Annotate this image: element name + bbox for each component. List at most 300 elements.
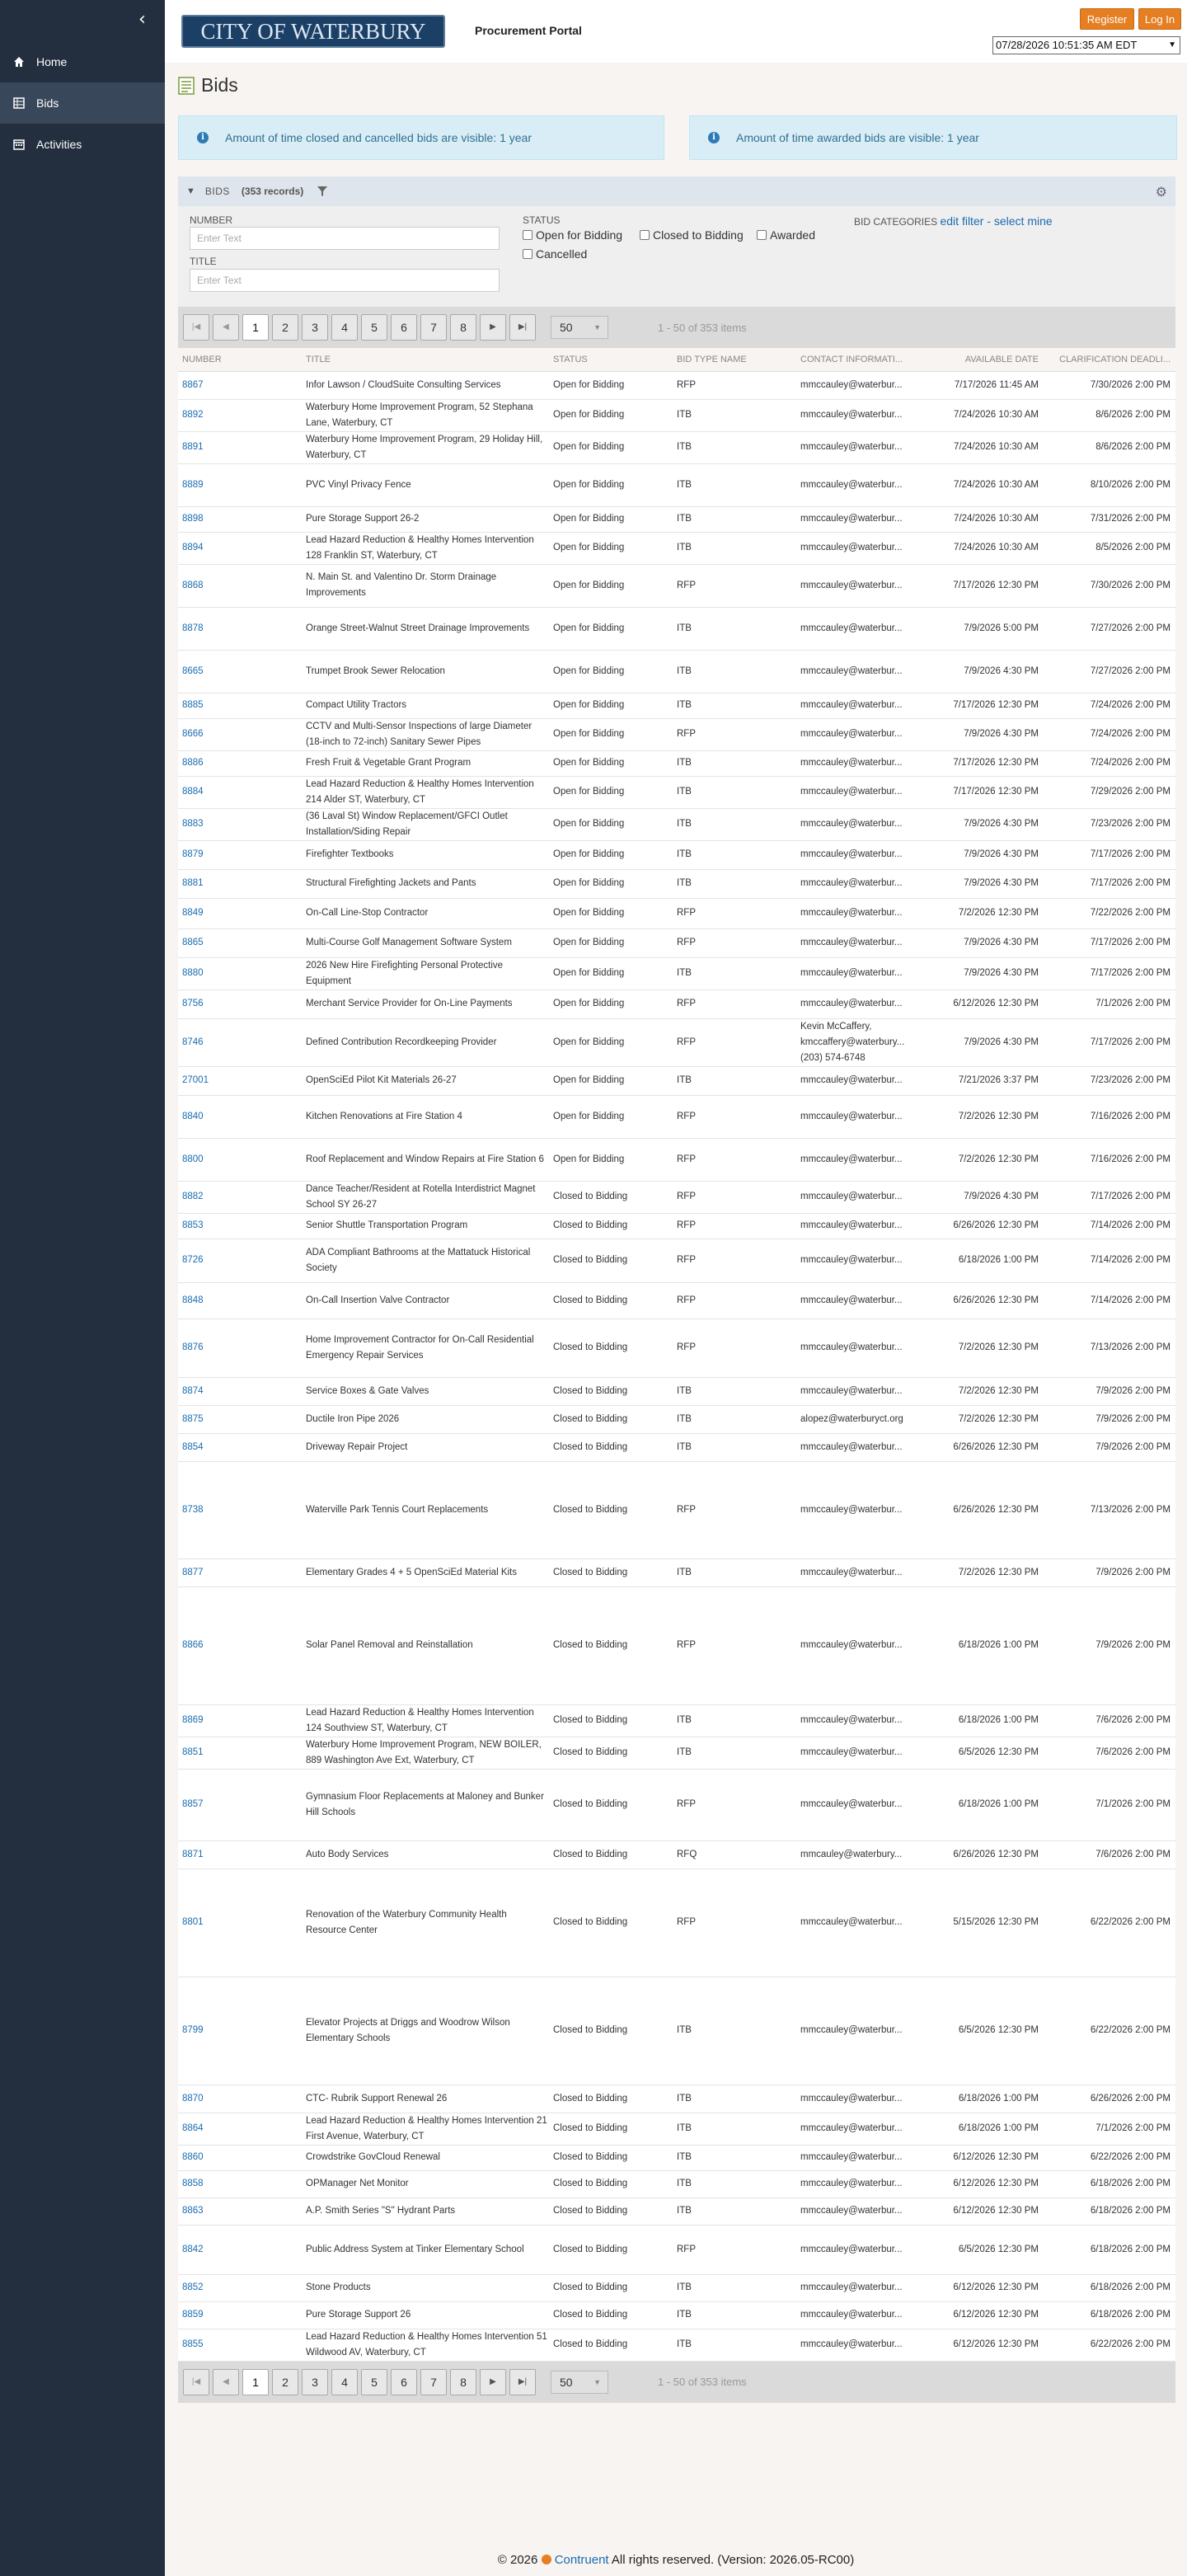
table-row[interactable] [178,2085,1175,2113]
datetime-select[interactable] [992,36,1180,54]
clarification-deadline: 7/9/2026 2:00 PM [1096,1441,1171,1452]
bid-type: ITB [677,1385,692,1396]
table-row[interactable] [178,532,1175,564]
bid-contact-cell [796,1977,920,2085]
bid-number-link[interactable]: 8738 [182,1504,204,1515]
col-number[interactable]: NUMBER [178,348,302,371]
status-closed-checkbox[interactable] [640,228,744,242]
bid-number-link[interactable]: 8881 [182,878,204,888]
available-date-cell [920,2329,1044,2361]
available-date: 7/2/2026 12:30 PM [958,1342,1039,1352]
bid-title: ADA Compliant Bathrooms at the Mattatuck Historical Society [306,1247,531,1273]
bid-status: Closed to Bidding [553,2339,628,2349]
col-available-date[interactable]: AVAILABLE DATE [920,348,1044,371]
bid-contact: mmccauley@waterbur... [800,1295,903,1305]
bid-number-link-cell [178,1181,302,1213]
bid-title: Senior Shuttle Transportation Program [306,1220,468,1230]
bid-number-link-cell [178,2329,302,2361]
available-date: 7/9/2026 4:30 PM [964,665,1039,676]
bid-number-link[interactable]: 8884 [182,787,204,797]
bid-status: Closed to Bidding [553,2179,628,2188]
table-row[interactable] [178,1405,1175,1433]
bid-contact: mmccauley@waterbur... [800,700,903,710]
table-row[interactable] [178,1461,1175,1558]
available-date-cell [920,1737,1044,1769]
clarification-deadline: 7/17/2026 2:00 PM [1090,938,1171,947]
table-row[interactable] [178,2225,1175,2274]
bid-status: Closed to Bidding [553,1441,628,1452]
bid-number-link[interactable]: 8898 [182,514,204,524]
bid-number-link[interactable]: 8871 [182,1849,204,1859]
table-row[interactable] [178,928,1175,957]
table-row[interactable] [178,431,1175,463]
table-row[interactable] [178,750,1175,776]
bid-number-link-cell [178,1239,302,1282]
bid-number-link[interactable]: 8858 [182,2179,204,2188]
page-button[interactable]: 4 [331,2369,358,2395]
bid-title: Merchant Service Provider for On-Line Payments [306,999,513,1008]
clarification-deadline: 7/23/2026 2:00 PM [1090,1075,1171,1085]
bid-status-cell [549,2085,673,2113]
bid-number-link[interactable]: 8869 [182,1715,204,1725]
bid-number-link[interactable]: 8746 [182,1037,204,1047]
bid-title-cell [302,2085,549,2113]
bid-number-link[interactable]: 8894 [182,543,204,552]
bid-number-link[interactable]: 8883 [182,819,204,829]
bid-number-link[interactable]: 8886 [182,758,204,768]
table-row[interactable] [178,898,1175,928]
bid-title: Waterbury Home Improvement Program, 52 Stephana Lane, Waterbury, CT [306,402,533,428]
bid-status-cell [549,1869,673,1977]
title-label: TITLE [190,256,217,267]
bid-status: Open for Bidding [553,849,625,859]
table-row[interactable] [178,1704,1175,1737]
table-row[interactable] [178,1433,1175,1461]
bid-number-link[interactable]: 8853 [182,1220,204,1230]
available-date-cell [920,1704,1044,1737]
page-button[interactable]: 1 [242,314,269,341]
clarification-deadline-cell [1044,1840,1175,1869]
clarification-deadline-cell [1044,2301,1175,2329]
bid-type: RFP [677,1192,696,1201]
status-cancelled-checkbox[interactable] [523,247,587,261]
available-date: 6/12/2026 12:30 PM [953,2206,1039,2216]
table-row[interactable] [178,808,1175,840]
bid-number-link[interactable]: 8891 [182,442,204,452]
table-row[interactable] [178,371,1175,399]
bid-number-link[interactable]: 8851 [182,1747,204,1757]
available-date-cell [920,607,1044,650]
bid-title-cell [302,1239,549,1282]
bid-number-link[interactable]: 8865 [182,938,204,947]
table-row[interactable] [178,564,1175,607]
bid-number-link[interactable]: 8855 [182,2339,204,2349]
first-page-icon[interactable]: |◀ [183,2369,209,2395]
available-date: 7/9/2026 5:00 PM [964,623,1039,633]
page-size-select[interactable] [551,316,608,339]
clarification-deadline: 7/17/2026 2:00 PM [1090,968,1171,978]
col-contact[interactable]: CONTACT INFORMATI... [796,348,920,371]
page-button[interactable]: 3 [302,2369,328,2395]
available-date-cell [920,2170,1044,2198]
bid-number-link[interactable]: 8666 [182,729,204,739]
bid-number-link[interactable]: 8756 [182,999,204,1008]
bid-number-link[interactable]: 8877 [182,1567,204,1577]
bid-contact-cell [796,2198,920,2225]
bid-number-link[interactable]: 8864 [182,2123,204,2133]
select-mine-link[interactable]: select mine [993,214,1053,228]
bid-number-link[interactable]: 8854 [182,1441,204,1452]
bid-type: ITB [677,849,692,859]
bid-number-link[interactable]: 8868 [182,580,204,590]
bid-type-cell [673,532,796,564]
info-icon: i [708,132,720,143]
bid-title: Elementary Grades 4 + 5 OpenSciEd Material Kits [306,1567,517,1577]
table-row[interactable] [178,1737,1175,1769]
table-row[interactable] [178,1282,1175,1319]
bid-status: Closed to Bidding [553,1295,628,1305]
bid-status-cell [549,1461,673,1558]
available-date-cell [920,898,1044,928]
bid-type-cell [673,2329,796,2361]
table-row[interactable] [178,869,1175,898]
bid-contact: mmccauley@waterbur... [800,1715,903,1725]
bid-contact-cell [796,2145,920,2170]
bid-number-link[interactable]: 8880 [182,968,204,978]
bid-title: Pure Storage Support 26-2 [306,514,420,524]
bid-type-cell [673,1737,796,1769]
bid-type-cell [673,2170,796,2198]
bid-status: Open for Bidding [553,819,625,829]
bid-contact-cell [796,2274,920,2301]
bid-type-cell [673,2085,796,2113]
bid-number-link-cell [178,2085,302,2113]
page-button[interactable]: 7 [420,314,447,341]
clarification-deadline: 7/30/2026 2:00 PM [1090,580,1171,590]
bid-title-cell [302,957,549,990]
table-row[interactable] [178,2113,1175,2145]
available-date-cell [920,2085,1044,2113]
bid-status-cell [549,1405,673,1433]
footer-text: All rights reserved. (Version: 2026.05-RC00) [611,2553,855,2567]
login-button[interactable]: Log In [1138,8,1181,30]
clarification-deadline: 7/24/2026 2:00 PM [1090,729,1171,739]
bid-number-link-cell [178,1018,302,1066]
clarification-deadline-cell [1044,650,1175,693]
clarification-deadline: 7/1/2026 2:00 PM [1096,2123,1171,2133]
bid-number-link[interactable]: 8863 [182,2206,204,2216]
next-page-icon[interactable]: ▶ [480,2369,506,2395]
page-button[interactable]: 2 [272,2369,298,2395]
bid-number-link-cell [178,506,302,532]
bid-type-cell [673,1433,796,1461]
table-row[interactable] [178,1586,1175,1704]
bid-contact: mmccauley@waterbur... [800,787,903,797]
last-page-icon[interactable]: ▶| [509,314,536,341]
bid-number-link[interactable]: 8801 [182,1917,204,1927]
bid-status: Closed to Bidding [553,1747,628,1757]
col-title[interactable]: TITLE [302,348,549,371]
prev-page-icon[interactable]: ◀ [213,314,239,341]
sidebar-item-activities[interactable] [0,124,165,165]
bid-contact: mmccauley@waterbur... [800,2025,903,2035]
title-input[interactable]: Enter Text [190,269,500,292]
pager-info: 1 - 50 of 353 items [658,321,747,334]
available-date: 7/17/2026 11:45 AM [954,379,1039,390]
next-page-icon[interactable]: ▶ [480,314,506,341]
bid-number-link[interactable]: 8852 [182,2282,204,2292]
table-row[interactable] [178,693,1175,718]
status-open-checkbox[interactable] [523,228,622,242]
bid-number-link-cell [178,1840,302,1869]
bid-number-link[interactable]: 8860 [182,2152,204,2162]
bid-number-link[interactable]: 8875 [182,1413,204,1424]
filter-icon[interactable] [317,186,328,197]
table-row[interactable] [178,463,1175,506]
page-button[interactable]: 6 [391,2369,417,2395]
clarification-deadline-cell [1044,2113,1175,2145]
bid-number-link[interactable]: 8849 [182,908,204,918]
clarification-deadline-cell [1044,808,1175,840]
table-row[interactable] [178,1213,1175,1239]
bid-title-cell [302,928,549,957]
bid-contact-cell [796,898,920,928]
gear-icon[interactable]: ⚙ [1155,184,1167,200]
register-button[interactable]: Register [1080,8,1134,30]
bid-number-link[interactable]: 8726 [182,1255,204,1265]
bid-title: Driveway Repair Project [306,1441,408,1452]
col-clarification-deadline[interactable]: CLARIFICATION DEADLI... [1044,348,1175,371]
bid-title-cell [302,463,549,506]
table-row[interactable] [178,506,1175,532]
bid-contact: alopez@waterburyct.org [800,1413,903,1424]
table-row[interactable] [178,2170,1175,2198]
number-input[interactable]: Enter Text [190,227,500,250]
bid-number-link[interactable]: 8842 [182,2244,204,2254]
table-row[interactable] [178,957,1175,990]
bid-number-link-cell [178,399,302,431]
table-row[interactable] [178,2301,1175,2329]
page-size-select[interactable] [551,2371,608,2394]
calendar-icon [13,139,25,150]
bid-number-link[interactable]: 8889 [182,479,204,490]
clarification-deadline-cell [1044,564,1175,607]
page-button[interactable]: 7 [420,2369,447,2395]
table-row[interactable] [178,990,1175,1018]
available-date-cell [920,1558,1044,1586]
edit-filter-link[interactable]: edit filter [940,214,984,228]
chevron-left-icon[interactable]: ‹ [138,9,146,30]
bid-status-cell [549,431,673,463]
last-page-icon[interactable]: ▶| [509,2369,536,2395]
table-row[interactable] [178,607,1175,650]
table-row[interactable] [178,1095,1175,1138]
table-row[interactable] [178,1018,1175,1066]
table-row[interactable] [178,1769,1175,1840]
bid-number-link[interactable]: 8799 [182,2025,204,2035]
bid-title: Trumpet Brook Sewer Relocation [306,665,445,676]
bid-type-cell [673,463,796,506]
bid-type: ITB [677,2339,692,2349]
bid-number-link-cell [178,1282,302,1319]
clarification-deadline-cell [1044,750,1175,776]
bid-title-cell [302,2301,549,2329]
table-row[interactable] [178,1377,1175,1405]
clarification-deadline: 7/6/2026 2:00 PM [1096,1849,1171,1859]
bid-status: Closed to Bidding [553,1385,628,1396]
table-row[interactable] [178,2274,1175,2301]
bid-number-link[interactable]: 8859 [182,2310,204,2320]
bid-contact-cell [796,718,920,750]
bid-contact-cell [796,2113,920,2145]
bid-status: Open for Bidding [553,623,625,633]
bid-status: Closed to Bidding [553,1192,628,1201]
checkbox-label: Cancelled [536,247,588,261]
contruent-link[interactable]: Contruent [554,2553,609,2567]
available-date: 6/5/2026 12:30 PM [958,1747,1039,1757]
first-page-icon[interactable]: |◀ [183,314,209,341]
bid-number-link[interactable]: 8882 [182,1192,204,1201]
table-row[interactable] [178,1977,1175,2085]
bid-type-cell [673,1066,796,1095]
bid-number-link[interactable]: 8857 [182,1799,204,1809]
bid-title: Multi-Course Golf Management Software System [306,938,512,947]
bid-number-link[interactable]: 8876 [182,1342,204,1352]
bid-status: Closed to Bidding [553,2152,628,2162]
table-row[interactable] [178,2329,1175,2361]
bid-title: Crowdstrike GovCloud Renewal [306,2152,440,2162]
available-date-cell [920,371,1044,399]
clarification-deadline: 7/9/2026 2:00 PM [1096,1413,1171,1424]
bid-categories [854,214,1053,228]
bid-type: RFP [677,2244,696,2254]
chevron-down-icon[interactable]: ▼ [186,186,195,196]
chevron-down-icon: ▼ [594,323,601,331]
table-row[interactable] [178,399,1175,431]
available-date: 6/12/2026 12:30 PM [953,2152,1039,2162]
bid-contact: mmccauley@waterbur... [800,1441,903,1452]
clarification-deadline: 7/17/2026 2:00 PM [1090,849,1171,859]
bid-contact-cell [796,2170,920,2198]
bid-number-link-cell [178,957,302,990]
page-size-value: 50 [560,2375,573,2389]
bid-title: Lead Hazard Reduction & Healthy Homes Intervention 124 Southview ST, Waterbury, CT [306,1707,534,1733]
table-row[interactable] [178,2198,1175,2225]
bid-contact-cell [796,693,920,718]
bid-title: Ductile Iron Pipe 2026 [306,1413,400,1424]
table-row[interactable] [178,718,1175,750]
bid-number-link-cell [178,607,302,650]
bid-status-cell [549,463,673,506]
bid-title-cell [302,1405,549,1433]
prev-page-icon[interactable]: ◀ [213,2369,239,2395]
bid-number-link[interactable]: 8878 [182,623,204,633]
bid-title: Fresh Fruit & Vegetable Grant Program [306,758,472,768]
bid-contact-cell [796,1181,920,1213]
city-logo[interactable] [181,15,445,48]
page-button[interactable]: 2 [272,314,298,341]
bid-number-link[interactable]: 8870 [182,2093,204,2104]
page-button[interactable]: 5 [361,314,387,341]
bid-number-link[interactable]: 8885 [182,700,204,710]
page-button[interactable]: 6 [391,314,417,341]
page-button[interactable]: 5 [361,2369,387,2395]
table-row[interactable] [178,1558,1175,1586]
page-button[interactable]: 8 [450,314,476,341]
table-row[interactable] [178,1319,1175,1377]
table-row[interactable] [178,1840,1175,1869]
page-title [178,74,238,96]
bid-number-link[interactable]: 8840 [182,1111,204,1121]
page-button[interactable]: 3 [302,314,328,341]
bid-number-link[interactable]: 8879 [182,849,204,859]
page-title-text: Bids [201,74,238,96]
table-body [178,371,1175,2361]
page-button[interactable]: 8 [450,2369,476,2395]
bid-number-link[interactable]: 8665 [182,665,204,676]
sidebar-item-bids[interactable] [0,82,165,124]
table-row[interactable] [178,776,1175,808]
bid-status-cell [549,564,673,607]
table-row[interactable] [178,2145,1175,2170]
bid-status: Closed to Bidding [553,1917,628,1927]
table-row[interactable] [178,1066,1175,1095]
bid-contact-cell [796,1239,920,1282]
bid-contact: mmccauley@waterbur... [800,1075,903,1085]
bid-number-link[interactable]: 27001 [182,1075,209,1085]
table-row[interactable] [178,1181,1175,1213]
table-row[interactable] [178,1138,1175,1181]
bid-title-cell [302,1558,549,1586]
clarification-deadline-cell [1044,1405,1175,1433]
clarification-deadline-cell [1044,2085,1175,2113]
col-status[interactable]: STATUS [549,348,673,371]
bid-number-link[interactable]: 8800 [182,1154,204,1164]
bid-title: 2026 New Hire Firefighting Personal Protective Equipment [306,960,504,986]
bid-status-cell [549,2225,673,2274]
bid-contact: mmccauley@waterbur... [800,514,903,524]
table-row[interactable] [178,1869,1175,1977]
clarification-deadline: 6/18/2026 2:00 PM [1090,2244,1171,2254]
bid-number-link[interactable]: 8874 [182,1385,204,1396]
bid-number-link[interactable]: 8866 [182,1640,204,1650]
available-date-cell [920,1977,1044,2085]
page-button[interactable]: 4 [331,314,358,341]
col-bid-type[interactable]: BID TYPE NAME [673,348,796,371]
table-row[interactable] [178,1239,1175,1282]
available-date-cell [920,1066,1044,1095]
bid-number-link[interactable]: 8848 [182,1295,204,1305]
bid-number-link[interactable]: 8892 [182,410,204,420]
bid-title: Dance Teacher/Resident at Rotella Interdistrict Magnet School SY 26-27 [306,1183,536,1210]
clarification-deadline-cell [1044,1586,1175,1704]
clarification-deadline: 7/17/2026 2:00 PM [1090,878,1171,888]
bid-title: Lead Hazard Reduction & Healthy Homes Intervention 214 Alder ST, Waterbury, CT [306,778,534,805]
status-awarded-checkbox[interactable] [757,228,815,242]
table-row[interactable] [178,650,1175,693]
sidebar-item-home[interactable] [0,41,165,82]
available-date-cell [920,1239,1044,1282]
bid-number-link[interactable]: 8867 [182,379,204,390]
bid-number-link-cell [178,898,302,928]
bid-contact-cell [796,2085,920,2113]
bid-title-cell [302,869,549,898]
bid-number-link-cell [178,1138,302,1181]
table-row[interactable] [178,840,1175,869]
bid-number-link-cell [178,532,302,564]
page-button[interactable]: 1 [242,2369,269,2395]
bid-type: ITB [677,1747,692,1757]
